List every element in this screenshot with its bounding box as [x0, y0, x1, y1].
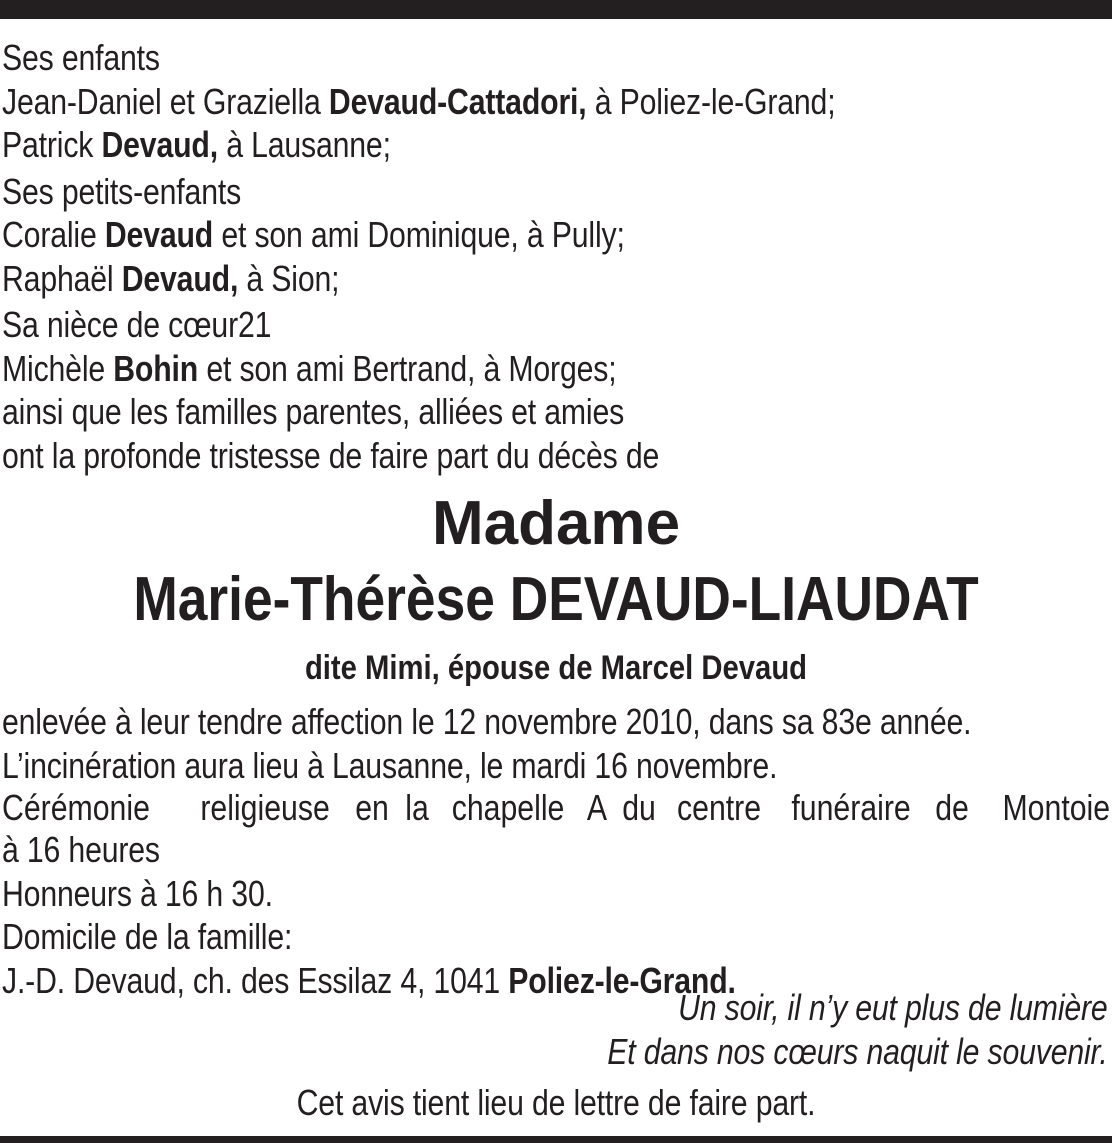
ceremony-word: funéraire [790, 787, 911, 828]
ceremony-word: A [586, 787, 608, 828]
address-street: J.-D. Devaud, ch. des Essilaz 4, 1041 [2, 959, 509, 1001]
closing-note [0, 1081, 1112, 1125]
ceremony-word: la [404, 787, 429, 828]
address-town: Poliez-le-Grand. [508, 959, 736, 1001]
ceremony-word: Montoie [1002, 787, 1110, 828]
grandchild-line-2 [2, 257, 933, 301]
child2-location: à Lausanne; [217, 124, 391, 165]
niece-first-name: Michèle [2, 347, 114, 389]
passing-date-line: enlevée à leur tendre affection le 12 novembre 2010, dans sa 83e année. [2, 701, 972, 742]
ceremony-word: centre [677, 787, 762, 828]
closing-line: Cet avis tient lieu de lettre de faire part. [296, 1082, 816, 1123]
announcement-line: ont la profonde tristesse de faire part du décès de [2, 434, 660, 476]
ceremony-word: religieuse [200, 787, 330, 828]
ceremony-time-line: à 16 heures [2, 829, 160, 870]
memorial-quote [512, 986, 1108, 1073]
child1-surname: Devaud-Cattadori, [328, 80, 587, 122]
quote-line-1: Un soir, il n’y eut plus de lumière [678, 987, 1108, 1028]
child1-location: à Poliez-le-Grand; [586, 80, 836, 122]
child1-first-names: Jean-Daniel et Graziella [2, 80, 329, 122]
child2-first-name: Patrick [2, 124, 102, 165]
deceased-name: Marie-Thérèse DEVAUD-LIAUDAT [133, 565, 979, 634]
child-line-1 [2, 80, 933, 124]
quote-line-2: Et dans nos cœurs naquit le souvenir. [607, 1030, 1108, 1072]
ceremony-word: chapelle [451, 787, 565, 828]
ceremony-word: de [934, 787, 969, 828]
family-home-heading: Domicile de la famille: [2, 916, 293, 957]
niece-surname: Bohin [113, 347, 199, 389]
gc1-first-name: Coralie [2, 214, 105, 255]
niece-location: et son ami Bertrand, à Morges; [198, 347, 617, 389]
child2-surname: Devaud, [101, 124, 218, 165]
grandchild-line-1 [2, 213, 933, 257]
ceremony-word: du [622, 787, 656, 828]
gc1-location: et son ami Dominique, à Pully; [213, 214, 625, 255]
gc2-surname: Devaud, [121, 257, 239, 299]
grandchildren-heading: Ses petits-enfants [2, 170, 242, 212]
family-list [2, 36, 1110, 477]
child-line-2 [2, 123, 933, 167]
ceremony-word: en [355, 787, 390, 828]
ceremony-word: Cérémonie [2, 787, 150, 828]
ceremony-line [2, 787, 1110, 828]
gc2-first-name: Raphaël [2, 257, 122, 299]
cremation-line: L’incinération aura lieu à Lausanne, le mardi 16 novembre. [2, 744, 778, 786]
children-heading: Ses enfants [2, 37, 160, 78]
honours-line: Honneurs à 16 h 30. [2, 872, 273, 914]
gc2-location: à Sion; [238, 257, 340, 299]
niece-heading: Sa nièce de cœur21 [2, 304, 272, 345]
deceased-subtitle: dite Mimi, épouse de Marcel Devaud [304, 649, 808, 687]
gc1-surname: Devaud [104, 214, 214, 255]
bottom-border-rule [0, 1136, 1112, 1143]
top-border-rule [0, 0, 1112, 19]
niece-line [2, 347, 933, 391]
funeral-details [2, 700, 1110, 1002]
deceased-title: Madame [431, 489, 681, 558]
relatives-line: ainsi que les familles parentes, alliées et amies [2, 391, 625, 432]
